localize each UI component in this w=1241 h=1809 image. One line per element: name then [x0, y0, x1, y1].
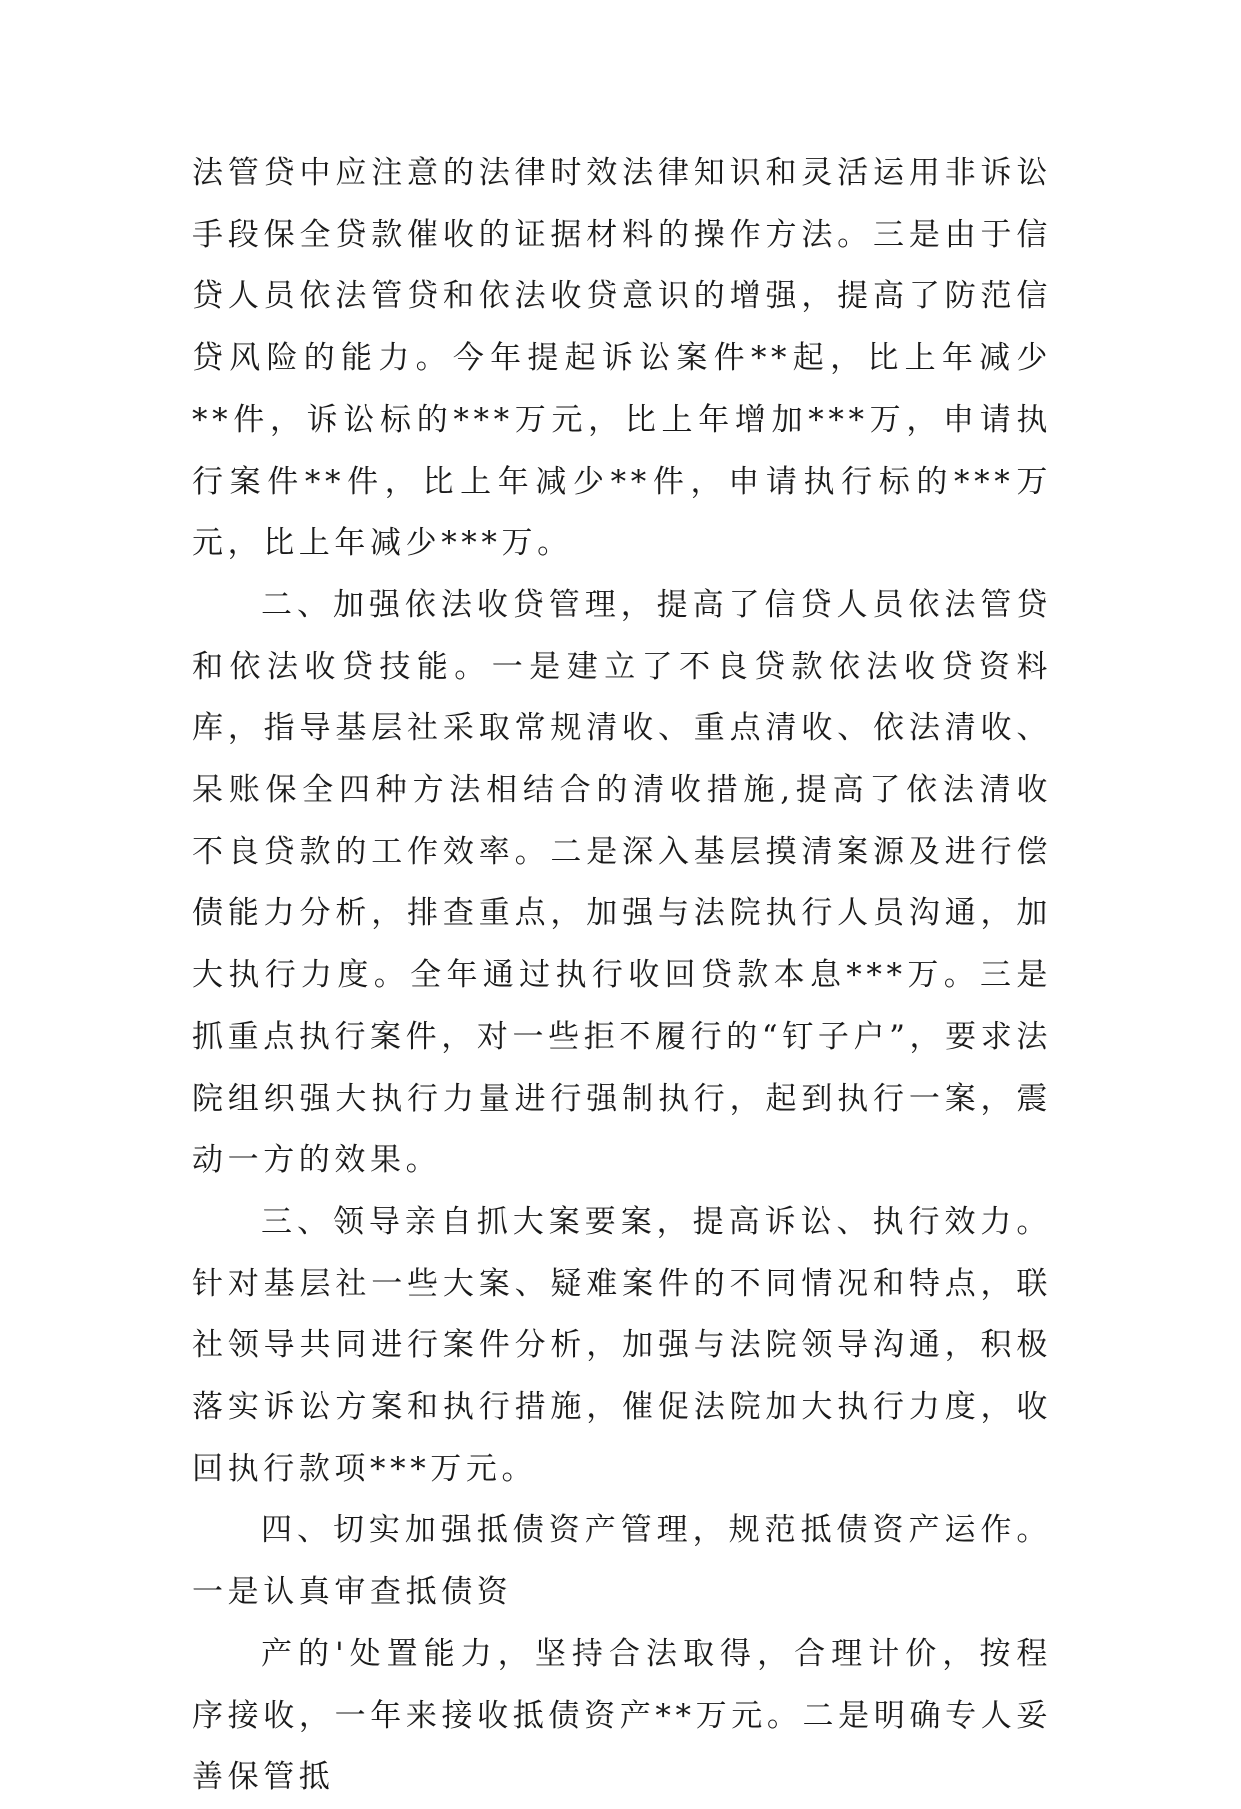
paragraph-4: 四、切实加强抵债资产管理，规范抵债资产运作。一是认真审查抵债资	[192, 1512, 1052, 1611]
paragraph-2: 二、加强依法收贷管理，提高了信贷人员依法管贷和依法收贷技能。一是建立了不良贷款依法收贷资料库，指导基层社采取常规清收、重点清收、依法清收、呆账保全四种方法相结合的清收措施,提高了依法清收不良贷款的工作效率。二是深入基层摸清案源及进行偿债能力分析，排查重点，加强与法院执行人员沟通，加大执行力度。全年通过执行收回贷款本息***万。三是抓重点执行案件，对一些拒不履行的“钉子户”，要求法院组织强大执行力量进行强制执行，起到执行一案，震动一方的效果。	[192, 586, 1052, 1179]
paragraph-5: 产的'处置能力，坚持合法取得，合理计价，按程序接收，一年来接收抵债资产**万元。二是明确专人妥善保管抵	[192, 1635, 1052, 1796]
paragraph-1: 法管贷中应注意的法律时效法律知识和灵活运用非诉讼手段保全贷款催收的证据材料的操作方法。三是由于信贷人员依法管贷和依法收贷意识的增强，提高了防范信贷风险的能力。今年提起诉讼案件**起，比上年减少**件，诉讼标的***万元，比上年增加***万，申请执行案件**件，比上年减少**件，申请执行标的***万元，比上年减少***万。	[192, 155, 1052, 562]
paragraph-3: 三、领导亲自抓大案要案，提高诉讼、执行效力。针对基层社一些大案、疑难案件的不同情况和特点，联社领导共同进行案件分析，加强与法院领导沟通，积极落实诉讼方案和执行措施，催促法院加大执行力度，收回执行款项***万元。	[192, 1203, 1052, 1487]
document-body	[192, 143, 1052, 1809]
